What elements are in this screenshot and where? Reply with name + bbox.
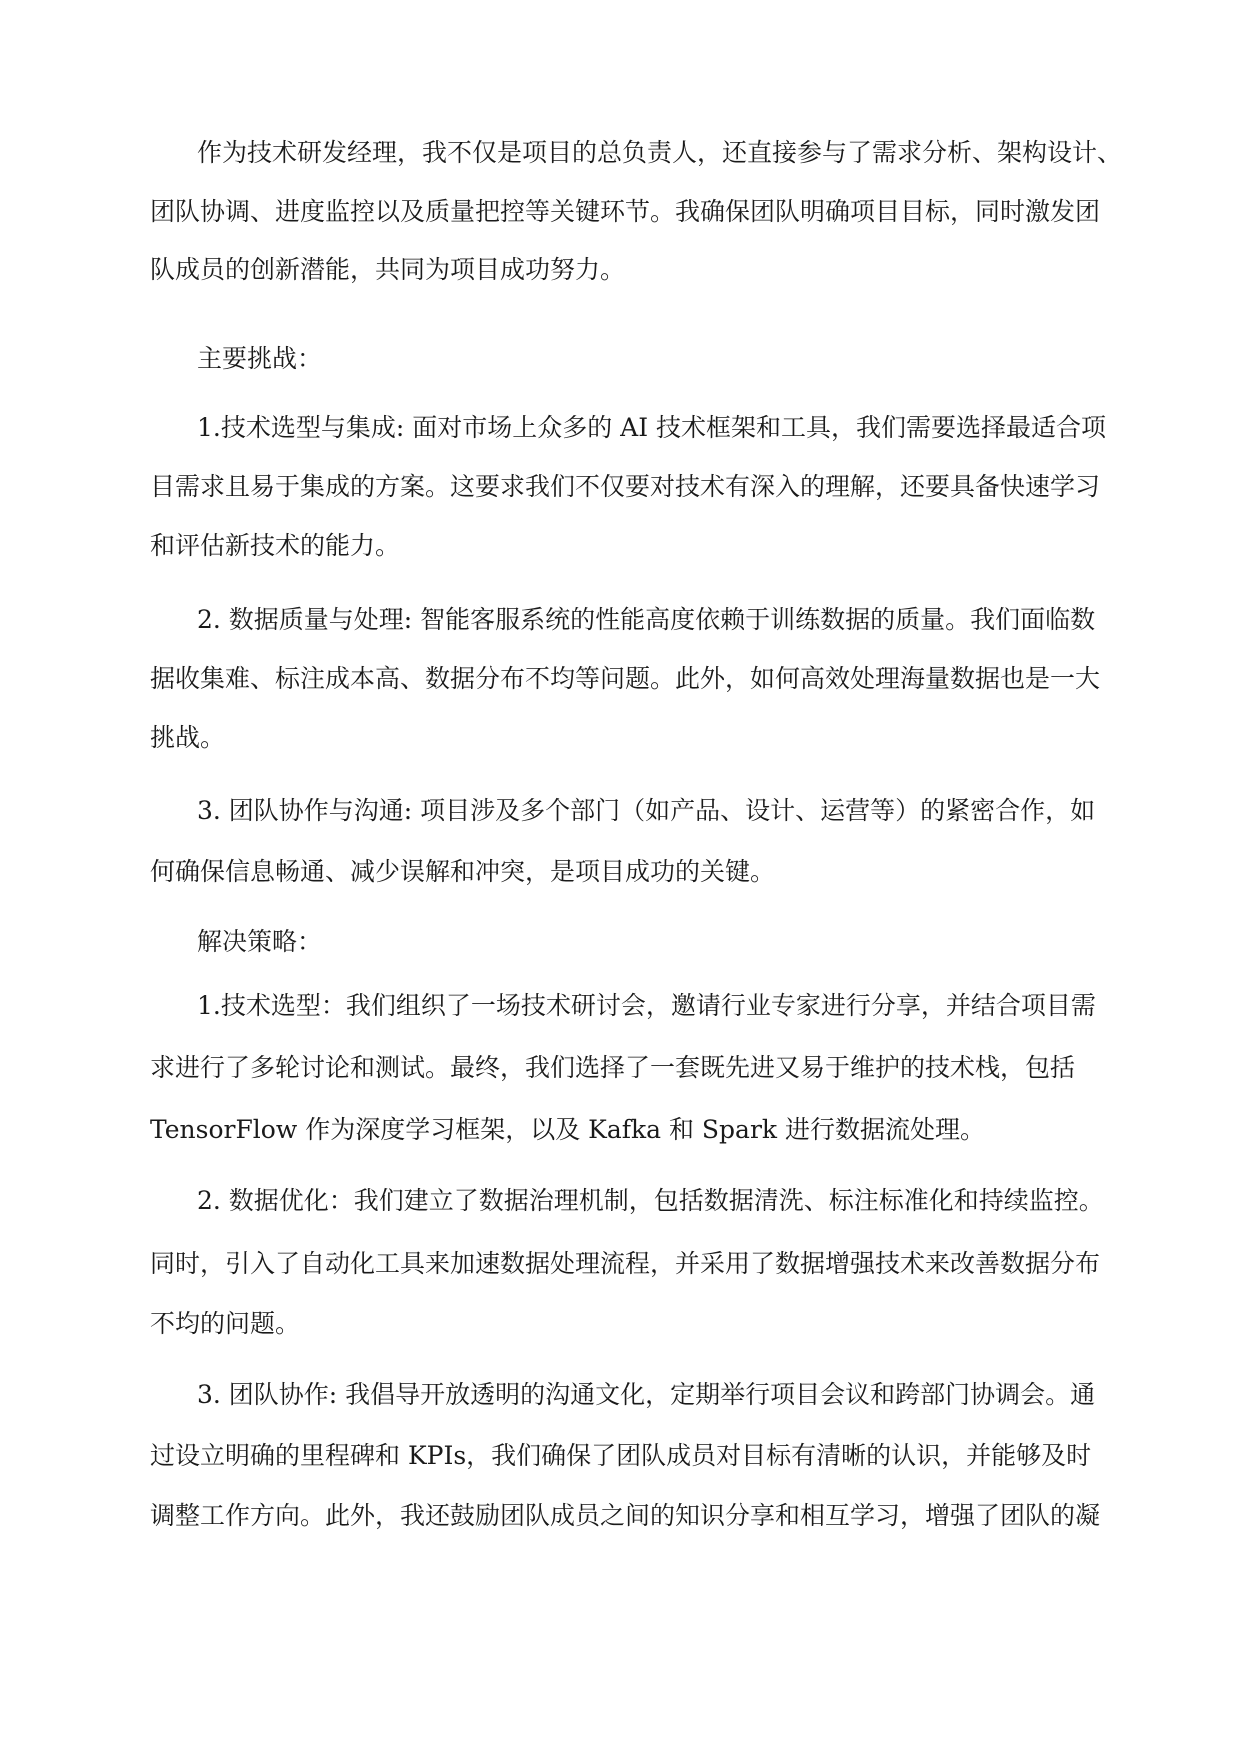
paragraph-line: 队成员的创新潜能，共同为项目成功努力。 [150, 255, 626, 284]
paragraph-line: 同时，引入了自动化工具来加速数据处理流程，并采用了数据增强技术来改善数据分布 [150, 1249, 1101, 1278]
paragraph-line: 求进行了多轮讨论和测试。最终，我们选择了一套既先进又易于维护的技术栈，包括 [150, 1053, 1076, 1082]
paragraph-line: 不均的问题。 [150, 1309, 301, 1338]
paragraph-line: 3. 团队协作: 我倡导开放透明的沟通文化，定期举行项目会议和跨部门协调会。通 [197, 1380, 1096, 1409]
paragraph-line: 过设立明确的里程碑和 KPIs，我们确保了团队成员对目标有清晰的认识，并能够及时 [150, 1441, 1092, 1470]
paragraph-line: 据收集难、标注成本高、数据分布不均等问题。此外，如何高效处理海量数据也是一大 [150, 664, 1101, 693]
paragraph-line: 2. 数据优化：我们建立了数据治理机制，包括数据清洗、标注标准化和持续监控。 [197, 1186, 1104, 1215]
paragraph-line: 3. 团队协作与沟通: 项目涉及多个部门（如产品、设计、运营等）的紧密合作，如 [197, 796, 1096, 825]
paragraph-line: 1.技术选型：我们组织了一场技术研讨会，邀请行业专家进行分享，并结合项目需 [197, 991, 1096, 1020]
paragraph-line: 目需求且易于集成的方案。这要求我们不仅要对技术有深入的理解，还要具备快速学习 [150, 472, 1101, 501]
section-heading-strategies: 解决策略： [197, 927, 323, 956]
paragraph-line: 2. 数据质量与处理: 智能客服系统的性能高度依赖于训练数据的质量。我们面临数 [197, 605, 1096, 634]
paragraph-line: 1.技术选型与集成: 面对市场上众多的 AI 技术框架和工具，我们需要选择最适合项 [197, 413, 1107, 442]
section-heading-challenges: 主要挑战： [197, 344, 323, 373]
paragraph-line: 何确保信息畅通、减少误解和冲突，是项目成功的关键。 [150, 857, 776, 886]
paragraph-line: 作为技术研发经理，我不仅是项目的总负责人，还直接参与了需求分析、架构设计、 [197, 138, 1123, 167]
paragraph-line: 和评估新技术的能力。 [150, 531, 401, 560]
paragraph-line: 挑战。 [150, 723, 226, 752]
paragraph-line: 团队协调、进度监控以及质量把控等关键环节。我确保团队明确项目目标，同时激发团 [150, 197, 1101, 226]
paragraph-line: TensorFlow 作为深度学习框架，以及 Kafka 和 Spark 进行数据流处理。 [150, 1115, 986, 1144]
paragraph-line: 调整工作方向。此外，我还鼓励团队成员之间的知识分享和相互学习，增强了团队的凝 [150, 1501, 1101, 1530]
